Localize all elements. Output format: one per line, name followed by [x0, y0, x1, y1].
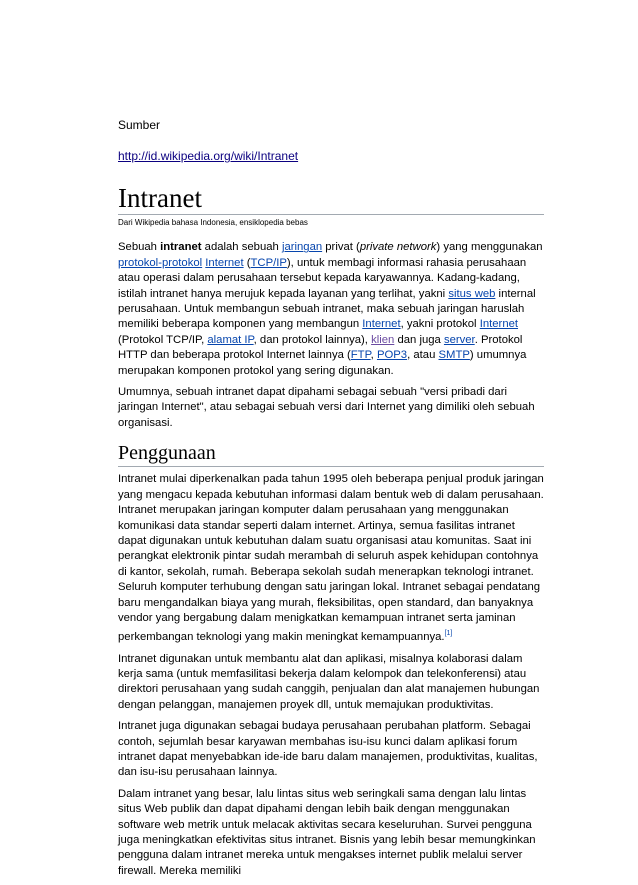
link-protokol[interactable]: protokol-protokol: [118, 256, 203, 269]
usage-paragraph-4: Dalam intranet yang besar, lalu lintas situs web seringkali sama dengan lalu lintas situs Web publik dan dapat dipahami dengan lebih baik dengan menggunakan software web metrik untuk melacak aktivitas secara keseluruhan. Survei pengguna juga meningkatkan efektivitas situs intranet. Bisnis yang lebih besar memungkinkan pengguna dalam intranet mereka untuk mengakses internet publik melalui server firewall. Mereka memiliki: [118, 787, 536, 877]
link-internet-3[interactable]: Internet: [479, 318, 519, 331]
document-page: [118, 118, 544, 885]
italic-term: private network: [359, 241, 437, 254]
link-internet[interactable]: Internet: [205, 256, 244, 269]
usage-paragraph-1: Intranet mulai diperkenalkan pada tahun 1995 oleh beberapa penjual produk jaringan yang mengacu kepada kebutuhan informasi dalam bentuk web di dalam perusahaan. Intranet merupakan jaringan komputer dalam perusahaan yang menggunakan komunikasi data standar seperti dalam internet. Artinya, semua fasilitas intranet dapat digunakan untuk kebutuhan dalam suatu organisasi atau komunitas. Saat ini perangkat elektronik pintar sudah merambah di seluruh aspek kehidupan contohnya di kantor, sekolah, rumah. Beberapa sekolah sudah menerapkan teknologi intranet. Seluruh komputer terhubung dengan satu jaringan lokal. Intranet sebagai pendatang baru mengandalkan biaya yang murah, fleksibilitas, open standard, dan banyaknya vendor yang bergabung dalam menigkatkan kemampuan intranet serta jaminan perkembangan teknologi yang makin meningkat kemampuannya.[1]: [118, 473, 544, 644]
link-ftp[interactable]: FTP: [350, 349, 371, 362]
intro-paragraph: Sebuah intranet adalah sebuah jaringan privat (private network) yang menggunakan protokol-protokol Internet (TCP/IP), untuk membagi informasi rahasia perusahaan atau operasi dalam perusahaan tersebut kepada karyawannya. Kadang-kadang, istilah intranet hanya merujuk kepada layanan yang terlihat, yakni situs web internal perusahaan. Untuk membangun sebuah intranet, maka sebuah jaringan haruslah memiliki beberapa komponen yang membangun Internet, yakni protokol Internet (Protokol TCP/IP, alamat IP, dan protokol lainnya), klien dan juga server. Protokol HTTP dan beberapa protokol Internet lainnya (FTP, POP3, atau SMTP) umumnya merupakan komponen protokol yang sering digunakan.: [118, 241, 543, 377]
link-server[interactable]: server: [443, 333, 475, 346]
link-pop3[interactable]: POP3: [376, 349, 408, 362]
usage-paragraph-2: Intranet digunakan untuk membantu alat dan aplikasi, misalnya kolaborasi dalam kerja sama (untuk memfasilitasi bekerja dalam kelompok dan telekonferensi) atau direktori perusahaan yang sudah canggih, penjualan dan alat manajemen hubungan dengan pelanggan, manajemen proyek dll, untuk memajukan produktivitas.: [118, 652, 540, 711]
link-internet-2[interactable]: Internet: [362, 318, 401, 331]
reference-link[interactable]: [1]: [444, 630, 453, 638]
article-title: Intranet: [118, 183, 544, 215]
link-alamat-ip[interactable]: alamat IP: [207, 333, 254, 346]
second-paragraph: Umumnya, sebuah intranet dapat dipahami sebagai sebuah "versi pribadi dari jaringan Internet", atau sebagai sebuah versi dari Internet yang dimiliki oleh sebuah organisasi.: [118, 386, 535, 429]
article-tagline: Dari Wikipedia bahasa Indonesia, ensiklopedia bebas: [118, 218, 308, 228]
source-url-link[interactable]: http://id.wikipedia.org/wiki/Intranet: [118, 149, 299, 164]
link-smtp[interactable]: SMTP: [438, 349, 470, 362]
section-heading: Penggunaan: [118, 441, 544, 467]
bold-term: intranet: [160, 241, 202, 254]
link-klien[interactable]: klien: [371, 333, 395, 346]
link-situs-web[interactable]: situs web: [448, 287, 496, 300]
link-jaringan[interactable]: jaringan: [281, 241, 323, 254]
link-tcpip[interactable]: TCP/IP: [250, 256, 287, 269]
usage-paragraph-3: Intranet juga digunakan sebagai budaya perusahaan perubahan platform. Sebagai contoh, sejumlah besar karyawan membahas isu-isu kunci dalam aplikasi forum intranet dapat menyebabkan ide-ide baru dalam manajemen, produktivitas, kualitas, dan isu-isu perusahaan lainnya.: [118, 720, 538, 779]
source-label: Sumber: [118, 118, 161, 132]
